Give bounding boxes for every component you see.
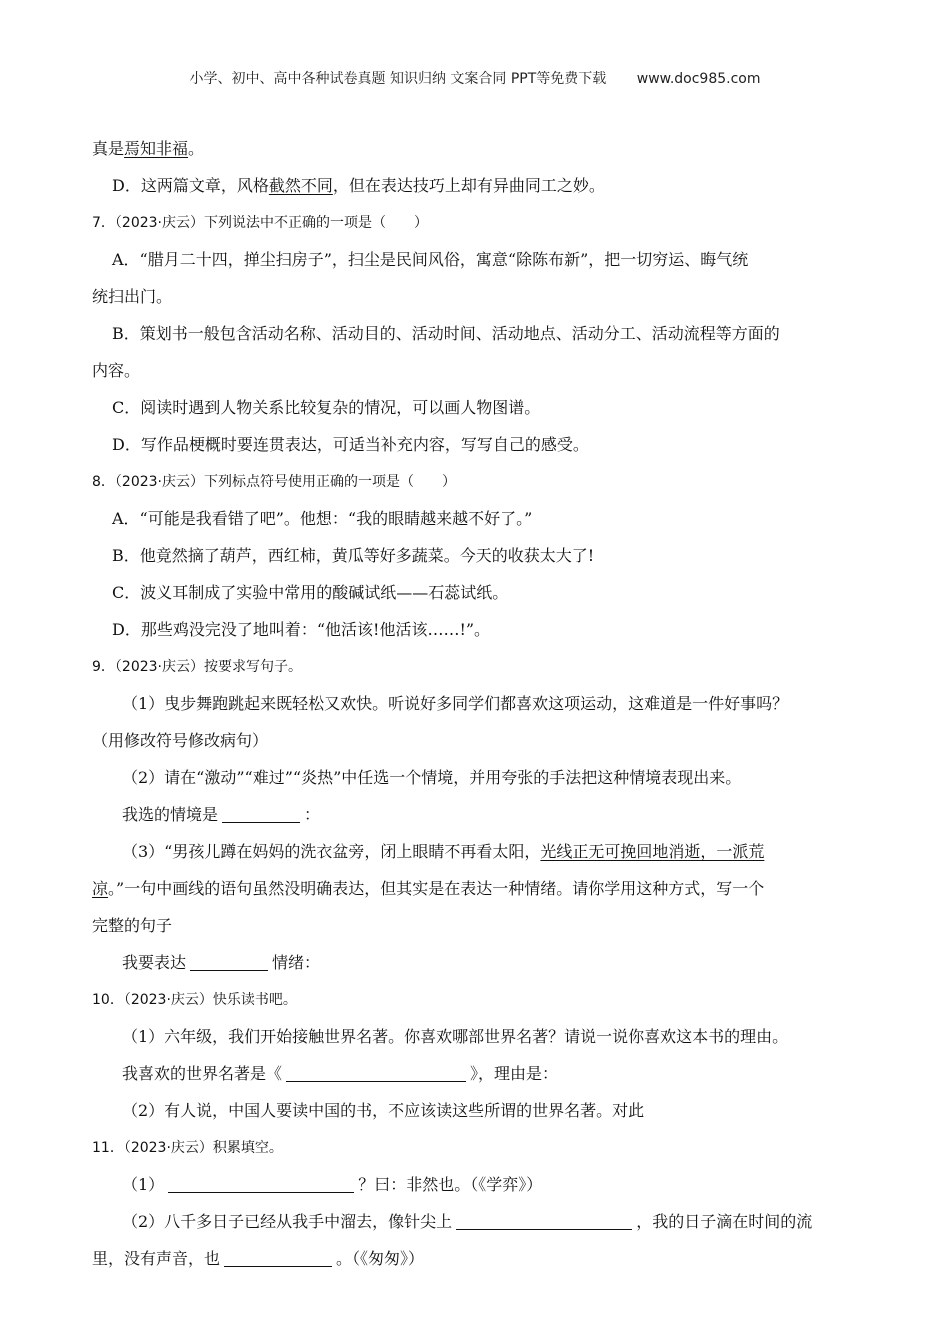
q8-stem: 8．（2023·庆云）下列标点符号使用正确的一项是（ ） — [92, 474, 456, 490]
q11-part1: （1） ？曰：非然也。（《学弈》） — [122, 1175, 543, 1194]
q10-part2: （2）有人说，中国人要读中国的书，不应该读这些所谓的世界名著。对此 — [122, 1101, 645, 1120]
q9-part3-line2: 凉。”一句中画线的语句虽然没明确表达，但其实是在表达一种情绪。请你学用这种方式，写一个 — [92, 879, 765, 898]
header-site-link[interactable]: www.doc985.com — [636, 71, 761, 87]
answer-blank[interactable] — [224, 1250, 332, 1267]
underlined-idiom: 截然不同 — [268, 176, 333, 195]
answer-blank[interactable] — [168, 1176, 354, 1193]
q7-option-a-line2: 统扫出门。 — [92, 287, 173, 306]
q7-option-b-line2: 内容。 — [92, 361, 141, 380]
q7-option-a-line1: A．“腊月二十四，掸尘扫房子”，扫尘是民间风俗，寓意“除陈布新”，把一切穷运、晦气统 — [112, 250, 749, 269]
header-text: 小学、初中、高中各种试卷真题 知识归纳 文案合同 PPT等免费下载 — [189, 71, 607, 87]
q9-part3-line1: （3）“男孩儿蹲在妈妈的洗衣盆旁，闭上眼睛不再看太阳，光线正无可挽回地消逝，一派荒 — [122, 842, 765, 861]
q7-option-b-line1: B．策划书一般包含活动名称、活动目的、活动时间、活动地点、活动分工、活动流程等方面的 — [112, 324, 780, 343]
q9-part1-line2: （用修改符号修改病句） — [92, 731, 269, 750]
q11-part2-line2: 里，没有声音，也 。（《匆匆》） — [92, 1249, 425, 1268]
q6-option-d: D．这两篇文章，风格截然不同，但在表达技巧上却有异曲同工之妙。 — [112, 176, 605, 195]
q7-stem: 7．（2023·庆云）下列说法中不正确的一项是（ ） — [92, 215, 428, 231]
underlined-sentence: 光线正无可挽回地消逝，一派荒 — [540, 842, 765, 861]
q11-stem: 11．（2023·庆云）积累填空。 — [92, 1140, 283, 1156]
underlined-idiom: 焉知非福 — [124, 139, 189, 158]
q8-option-b: B．他竟然摘了葫芦，西红柿，黄瓜等好多蔬菜。今天的收获太大了! — [112, 546, 595, 565]
answer-blank[interactable] — [286, 1065, 466, 1082]
q9-part3-fill: 我要表达 情绪： — [122, 953, 321, 972]
q6-continuation: 真是焉知非福。 — [92, 139, 205, 158]
q9-part2-fill: 我选的情境是 ： — [122, 805, 321, 824]
q9-part1-line1: （1）曳步舞跑跳起来既轻松又欢快。听说好多同学们都喜欢这项运动，这难道是一件好事吗？ — [122, 694, 789, 713]
answer-blank[interactable] — [190, 954, 268, 971]
q9-stem: 9．（2023·庆云）按要求写句子。 — [92, 659, 302, 675]
q10-stem: 10．（2023·庆云）快乐读书吧。 — [92, 992, 297, 1008]
page-header — [0, 68, 950, 88]
q7-option-c: C．阅读时遇到人物关系比较复杂的情况，可以画人物图谱。 — [112, 398, 541, 417]
q10-part1: （1）六年级，我们开始接触世界名著。你喜欢哪部世界名著？请说一说你喜欢这本书的理由。 — [122, 1027, 789, 1046]
q11-part2-line1: （2）八千多日子已经从我手中溜去，像针尖上 ，我的日子滴在时间的流 — [122, 1212, 813, 1231]
q8-option-c: C．波义耳制成了实验中常用的酸碱试纸——石蕊试纸。 — [112, 583, 509, 602]
q8-option-d: D．那些鸡没完没了地叫着：“他活该!他活该……!”。 — [112, 620, 491, 639]
document-body — [92, 138, 858, 1285]
q9-part3-line3: 完整的句子 — [92, 916, 173, 935]
underlined-sentence: 凉 — [92, 879, 109, 898]
q9-part2: （2）请在“激动”“难过”“炎热”中任选一个情境，并用夸张的手法把这种情境表现出来。 — [122, 768, 742, 787]
answer-blank[interactable] — [222, 806, 300, 823]
q10-part1-fill: 我喜欢的世界名著是《 》，理由是： — [122, 1064, 559, 1083]
answer-blank[interactable] — [456, 1213, 632, 1230]
q8-option-a: A．“可能是我看错了吧”。他想：“我的眼睛越来越不好了。” — [112, 509, 533, 528]
q7-option-d: D．写作品梗概时要连贯表达，可适当补充内容，写写自己的感受。 — [112, 435, 589, 454]
